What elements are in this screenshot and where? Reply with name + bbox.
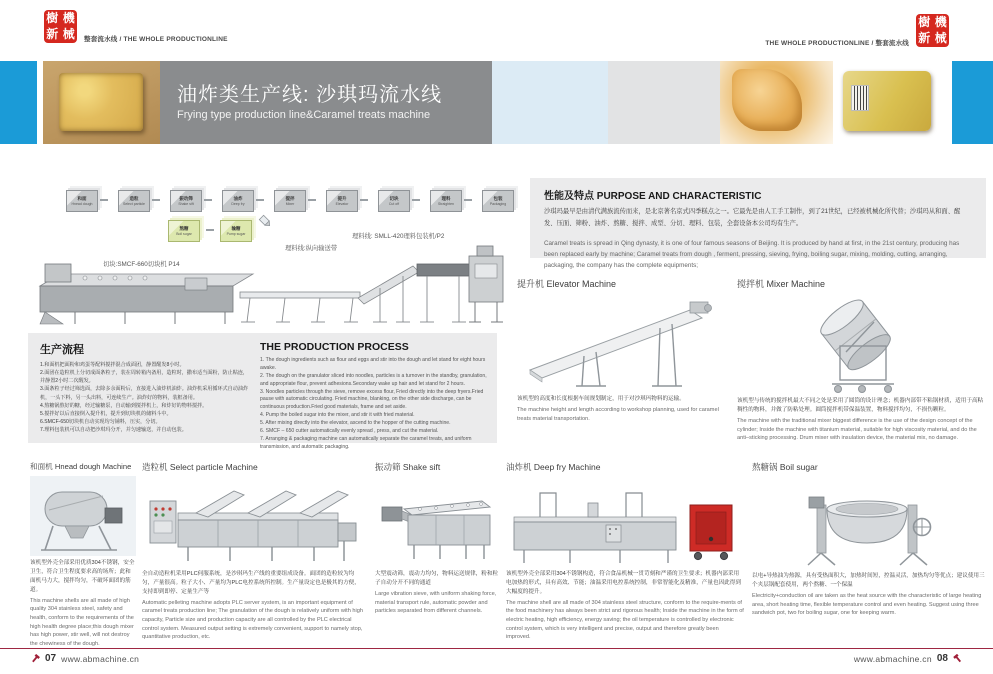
flow-step-zh: 熬糖 [179,226,189,231]
banner-gray-block [608,61,720,144]
flow-step-en: Pump sugar [226,231,246,236]
machine-section-sift [375,461,501,616]
flow-step-elevator [326,190,358,212]
brand-seal-icon [44,10,77,43]
barcode-label [851,85,869,111]
page-number: 08 [936,653,948,664]
machine-desc-zh: 该机型外壳全部采用优质304不锈钢，安全卫生，符合卫生程度要求高的场所；此和面机马力大，搅拌均匀，不破坏面团的筋道。 [30,560,135,593]
flow-step-zh: 理料 [441,196,451,201]
page-number: 07 [45,653,57,664]
seal-char: 樹 [46,10,59,25]
process-step-en: 5. After mixing directly into the elevator, ascend to the hopper of the cutting machine. [260,420,451,427]
header-tagline-left: 整套流水线 / THE WHOLE PRODUCTIONLINE [84,36,228,43]
process-column-en [260,341,488,452]
flow-connector [100,199,108,201]
banner-title-block [160,61,492,144]
header-tagline-right: THE WHOLE PRODUCTIONLINE / 整套流水线 [765,40,909,47]
seal-char: 樹 [918,14,931,29]
flow-step-zh: 造粒 [129,196,139,201]
process-title-zh: 生产流程 [40,344,84,356]
machine-photo-fry [506,475,744,567]
footer-rule [0,648,993,649]
machine-section-elevator [517,277,731,423]
machine-desc-zh: 该机型与传统的搅拌机最大不同之处是采用了圆筒的设计理念；机器内部带不粘锅材质，适用于高粘稠性的物料，并做了防粘处理。圆筒搅拌机带保温装置，物料搅拌均匀，不损伤颗粒。 [737,398,984,413]
line-label-packer: 理料线: SMLL-420理料包装机/P2 [352,233,445,240]
flow-step-sift [170,190,202,212]
flow-connector [204,199,212,201]
flow-connector [152,199,160,201]
process-step-zh: 3.面条粒子经过筛选面，去除多余面粉后，直接进入油炸机油炸。油炸机采用循环式自动油炸机，一头下料，另一头出料，可连续生产。油炸好的物料，装框备用。 [40,386,249,401]
flow-step-en: Hnead dough [71,201,93,206]
banner-blue-block-right [952,61,993,144]
website-link[interactable]: www.abmachine.cn [853,653,932,664]
machine-section-sugar [752,461,987,618]
banner-paleblue-block [492,61,608,144]
machine-title: 振动筛 Shake sift [375,462,441,472]
photo-packaged-product [833,61,944,144]
process-box [28,333,497,450]
machine-photo-sugar [752,475,987,569]
flow-step-cut [378,190,410,212]
seal-char: 新 [918,31,931,46]
machine-desc-en: Large vibration sieve, with uniform shaking force, material transport rule, automatic powder and particles separated from different channels. [375,590,497,615]
machine-section-fry [506,461,744,642]
website-link[interactable]: www.abmachine.cn [61,653,140,664]
process-step-zh: 7.理料包装机可以自动把沙琪玛分开，并匀速输送，并自动包装。 [40,427,187,434]
machine-desc-en: This machine shells are all made of high quality 304 stainless steel, safety and health, conform to the requirements of the high health degree place;this dough mixer has high power, stir well, will not destroy the chewiness of the dough. [30,597,134,648]
pencil-icon [258,214,272,228]
flow-connector [360,199,368,201]
flow-step-straighten [430,190,462,212]
flow-connector [256,199,264,201]
process-step-zh: 5.搅拌好以后直接倒入提升机，提升到切块机的储料斗中。 [40,410,172,417]
machine-title: 和面机 Hnead dough Machine [30,462,132,471]
machine-title: 油炸机 Deep fry Machine [506,462,601,472]
process-step-en: 2. The dough on the granulator sliced into noodles, particles is a turnover in the standby, granulation, and appropriate flour, prevent adhesions.Secondary wake up hair and let stand for 2 hours. [260,372,487,387]
flow-connector [206,229,214,231]
flow-step-zh: 油炸 [233,196,243,201]
machine-photo-sift [375,475,501,567]
flow-step-zh: 切块 [389,196,399,201]
process-step-en: 6. SMCF – 650 cutter automatically evenly spread , press, and cut the material. [260,428,439,435]
machine-title: 提升机 Elevator Machine [517,279,617,289]
process-step-zh: 1.和面机把面粉和鸡蛋等配料搅拌混合成面团，静置醒发8小时。 [40,362,185,368]
line-label-conveyor: 理料线:纵向输送带 [285,245,338,252]
machine-desc-en: The machine with the traditional mixer biggest difference is the use of the design concept of the cylinder; Inside the machine with titanium material, suitable for high viscosity material, and do the anti–sticking processing. Drum mixer with insulation device, the material mix, no damage. [737,417,977,442]
flow-step-en: Straighten [438,201,454,206]
seal-char: 新 [46,27,59,42]
flow-step-en: Cut off [388,201,400,206]
flow-step-en: Packaging [489,201,507,206]
page-title-zh: 油炸类生产线: 沙琪玛流水线 [177,84,443,106]
caramel-closeup-piece [732,69,802,131]
machine-desc-zh: 大型震动筛，震动力均匀，物料运送规律，粉和粒子自动分开不同的通道 [375,571,499,586]
purpose-box [530,178,986,270]
machine-desc-zh: 该机型的高度和长度根据车间规划制定，用于对沙琪玛物料的运输。 [517,396,685,402]
tool-mark-icon [30,654,40,664]
machine-photo-elevator [517,290,731,392]
flow-connector [412,199,420,201]
process-step-zh: 4.熬糖锅熬好的糖，经过输糖泵，自动输到搅拌机上，和炸好的物料搅拌。 [40,402,208,409]
flow-step-en: Boil sugar [176,231,192,236]
flow-step-zh: 提升 [337,196,347,201]
flow-connector [308,199,316,201]
machine-desc-en: The machine height and length according to workshop planning, used for caramel treats material transportation. [517,406,719,422]
footer-left [30,653,139,664]
machine-desc-en: Electricity+conduction oil are taken as the heat source with the characteristic of large heating area, short heating time, flexible temperature control and even heating. Suggest using three sandwich pot, two for boiling sugar, one for keeping warm. [752,592,982,617]
process-step-en: 1. The dough ingredients such as flour and eggs and stir into the dough and let stand for eight hours awake. [260,357,486,371]
flow-step-particle [118,190,150,212]
flow-step-zh: 包装 [493,196,503,201]
seal-char: 機 [934,14,947,29]
purpose-text-en: Caramel treats is spread in Qing dynasty, it is one of four famous seasons of Beijing. It is produced by hand at first, in the 21st century, producing has been replaced early by machine; Caramel treats from dough , ferment, pressing, sieving, frying, boiling sugar, mixing, molding, cutting, arranging, packaging, the company has the complete equipments; [544,239,960,270]
machine-section-dough [30,461,136,649]
machine-desc-en: Automatic pelleting machine adopts PLC server system, is an important equipment of caramel treats production line; The granulation of the dough is relatively uniform with high capacity, Particle size and production capacity are all controlled by the PLC electrical control system. Measured output setting is extremely convenient, support to namely stop, quantitative production, etc. [142,599,363,641]
machine-photo-dough [30,476,136,556]
photo-caramel-closeup [720,61,833,144]
flow-step-zh: 振动筛 [179,196,193,201]
footer-right [854,653,963,664]
seal-char: 械 [62,27,75,42]
flow-step-zh: 搅拌 [285,196,295,201]
page-title-en: Frying type production line&Caramel treats machine [177,109,431,121]
machine-desc-zh: 该机型外壳全部采用304不锈钢构造，符合食品机械一贯苛刻和严谨的卫生要求；机器内部采用电加热的形式，具有高效、节能；油温采用电控系统控制，非常智能化及精准，产量也因此得到大幅度的提升。 [506,571,741,595]
process-step-en: 4. Pump the boiled sugar into the mixer, and stir it with fried material. [260,412,415,419]
process-column-zh [40,341,248,434]
machine-section-mixer [737,277,987,443]
flow-step-packaging [482,190,514,212]
flow-step-zh: 和面 [77,196,87,201]
flow-step-mixer [274,190,306,212]
machine-desc-zh: 全自动造粒机采用PLC伺服系统，是沙琪玛生产线的重要组成设备。面团的造粒较为均匀，产量很高。粒子大小、产量均为PLC电控系统所控制。生产量设定也是极其的方便，支持即到即停、定量生产等 [142,571,360,595]
flow-step-en: Shake sift [178,201,194,206]
photo-caramel-treat-top [43,61,160,144]
seal-char: 機 [62,10,75,25]
process-step-en: 3. Noodles particles through the sieve, remove excess flour, Fried directly into the deep fryers.Fried pause with automatic circulating. Fried machine, blanking, on the other side discharge, can be continuous production.Fried good materials, frame and set aside. [260,388,484,411]
process-title-en: THE PRODUCTION PROCESS [260,341,409,353]
brand-seal-icon [916,14,949,47]
process-step-en: 7. Arranging & packaging machine can automatically separate the caramel treats, and uniform transmission, and automatic packaging. [260,435,472,450]
flow-step-en: Deep fry [231,201,245,206]
seal-char: 械 [934,31,947,46]
banner-blue-block-left [0,61,37,144]
line-label-cutter: 切块:SMCF-660切块机 P14 [103,261,180,268]
flow-step-fry [222,190,254,212]
caramel-treat-block [59,73,143,131]
flow-step-knead [66,190,98,212]
purpose-title: 性能及特点 PURPOSE AND CHARACTERISTIC [544,191,762,202]
process-step-zh: 6.SMCF-650切块机自动实现均匀铺料，压实，分切。 [40,418,161,425]
process-step-zh: 2.面团在造粒机上分切成面条粒子，装在周转箱内备用，造粒时，撒布适当面粉，防止粘连，并静置2小时二次醒发。 [40,370,249,385]
flow-step-en: Mixer [285,201,295,206]
flow-connector [464,199,472,201]
flow-step-zh: 输糖 [231,226,241,231]
machine-section-particle [142,461,364,642]
machine-title: 熬糖锅 Boil sugar [752,462,818,472]
tool-mark-icon [953,654,963,664]
flow-step-en: Elevator [335,201,349,206]
machine-desc-en: The machine shell are all made of 304 stainless steel structure, conform to the require-ments of the food machinery has always been strict and rigorous health; Inside the machine in the form of electric heating, high efficiency, energy saving; the oil temperature is controlled by electronic control system, which is very intelligent and precise, output and therefore greatly been improved. [506,599,744,641]
machine-desc-zh: 以电+导热油为热源，具有受热面积大，加热时间短，控温灵活，加热均匀等优点；建议使用三个夹层锅配套使用，两个熬糖、一个保温 [752,573,985,588]
purpose-text-zh: 沙琪玛最早是由清代满族流传而来，是北京著名京式四季糕点之一。它最先是由人工手工制作，到了21世纪，已经被机械化所代替；沙琪玛从和面、醒发、压面、筛粉、油炸、熬糖、搅拌、成型、分切、理料、包装，全套设备本公司均有生产。 [544,208,961,228]
machine-photo-particle [142,475,364,567]
package-bag [843,71,931,131]
machine-title: 搅拌机 Mixer Machine [737,279,826,289]
machine-photo-mixer [737,290,987,394]
flow-step-en: Select particle [123,201,145,206]
production-line-drawing [35,238,513,333]
machine-title: 造粒机 Select particle Machine [142,462,258,472]
